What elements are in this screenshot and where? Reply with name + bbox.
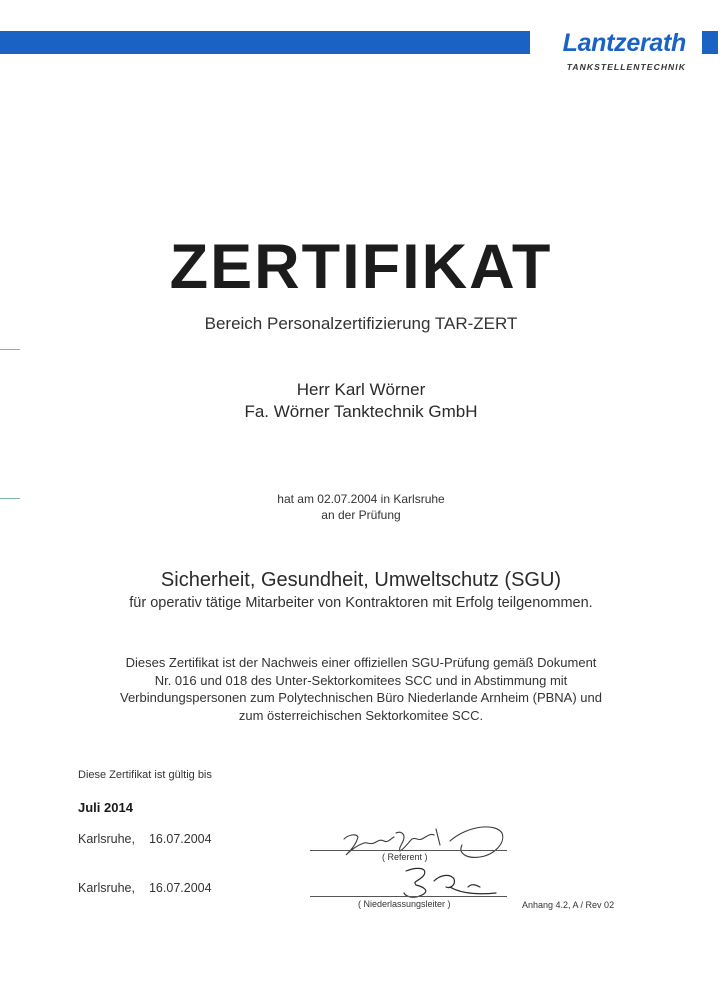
certificate-subtitle: Bereich Personalzertifizierung TAR-ZERT bbox=[204, 314, 518, 333]
validity-label: Diese Zertifikat ist gültig bis bbox=[78, 769, 212, 781]
signature-date: 16.07.2004 bbox=[148, 881, 212, 895]
company-logo: Lantzerath bbox=[562, 29, 686, 57]
referent-signature-line bbox=[310, 850, 507, 851]
signature-place: Karlsruhe, bbox=[78, 881, 135, 895]
validity-date: Juli 2014 bbox=[78, 800, 133, 815]
annex-reference: Anhang 4.2, A / Rev 02 bbox=[522, 900, 615, 910]
certificate-title: ZERTIFIKAT bbox=[169, 232, 553, 302]
manager-signature-line bbox=[310, 896, 507, 897]
recipient-company: Fa. Wörner Tanktechnik GmbH bbox=[244, 402, 478, 421]
exam-date-line: hat am 02.07.2004 in Karlsruhe bbox=[277, 492, 445, 506]
logo-bar bbox=[702, 31, 718, 54]
certificate-statement bbox=[60, 654, 662, 724]
statement-line: Verbindungspersonen zum Polytechnischen Büro Niederlande Arnheim (PBNA) und bbox=[119, 690, 602, 705]
recipient-name: Herr Karl Wörner bbox=[296, 380, 426, 399]
signature-place-date-1 bbox=[78, 832, 212, 846]
margin-mark-top bbox=[0, 349, 20, 350]
signature-place: Karlsruhe, bbox=[78, 832, 135, 846]
header-blue-band bbox=[0, 31, 530, 54]
signature-date: 16.07.2004 bbox=[148, 832, 212, 846]
exam-topic: Sicherheit, Gesundheit, Umweltschutz (SGU) bbox=[160, 569, 562, 591]
manager-label: ( Niederlassungsleiter ) bbox=[358, 899, 451, 909]
exam-line: an der Prüfung bbox=[321, 508, 401, 522]
statement-line: Nr. 016 und 018 des Unter-Sektorkomitees SCC und in Abstimmung mit bbox=[154, 672, 568, 688]
company-tagline: TANKSTELLENTECHNIK bbox=[566, 62, 686, 72]
manager-signature bbox=[404, 868, 496, 897]
signature-place-date-2 bbox=[78, 881, 212, 895]
exam-topic-detail: für operativ tätige Mitarbeiter von Kontraktoren mit Erfolg teilgenommen. bbox=[129, 595, 593, 611]
referent-label: ( Referent ) bbox=[382, 852, 428, 862]
statement-line: Dieses Zertifikat ist der Nachweis einer offiziellen SGU-Prüfung gemäß Dokument bbox=[125, 655, 597, 670]
statement-line: zum österreichischen Sektorkomitee SCC. bbox=[238, 707, 484, 723]
